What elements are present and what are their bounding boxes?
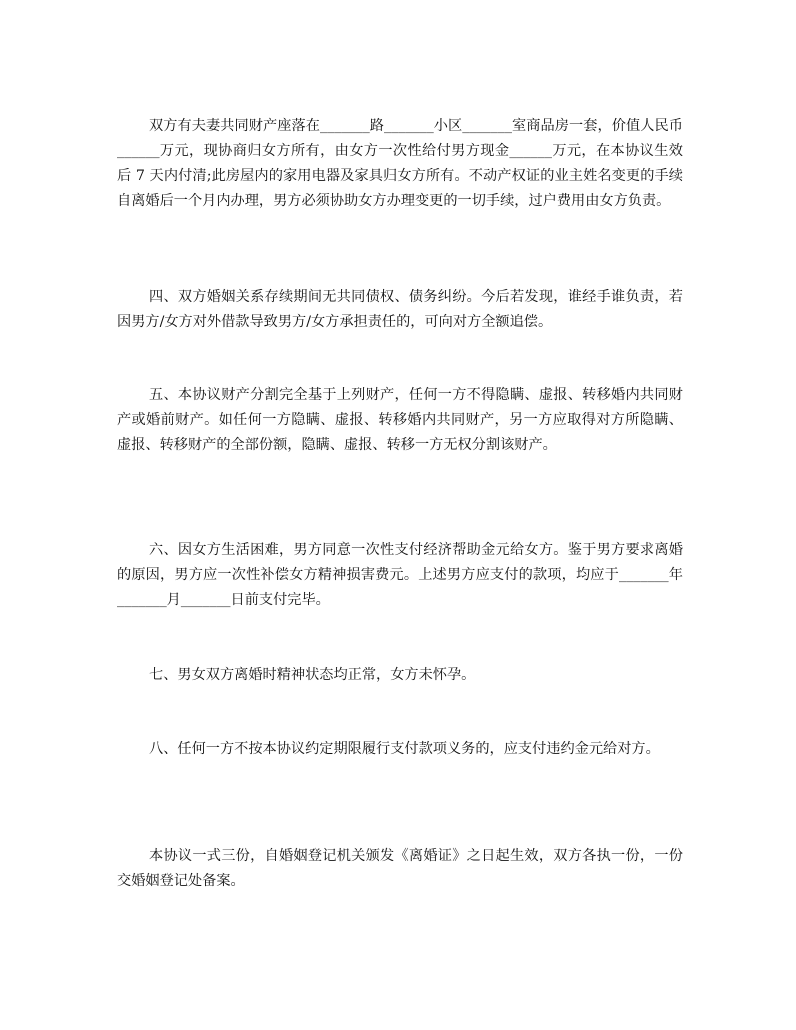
paragraph-clause-6-financial-aid: 六、因女方生活困难，男方同意一次性支付经济帮助金元给女方。鉴于男方要求离婚的原因，男方应一次性补偿女方精神损害费元。上述男方应支付的款项，均应于_______年_______月_______日前支付完毕。 [117,542,683,608]
paragraph-clause-5-property-division: 五、本协议财产分割完全基于上列财产，任何一方不得隐瞒、虚报、转移婚内共同财产或婚前财产。如任何一方隐瞒、虚报、转移婚内共同财产，另一方应取得对方所隐瞒、虚报、转移财产的全部份额，隐瞒、虚报、转移一方无权分割该财产。 [117,387,683,453]
paragraph-property-house: 双方有夫妻共同财产座落在_______路_______小区_______室商品房一套，价值人民币______万元，现协商归女方所有，由女方一次性给付男方现金______万元，在本协议生效后 7 天内付清;此房屋内的家用电器及家具归女方所有。不动产权证的业主姓名变更的手续自离婚后一个月内办理，男方必须协助女方办理变更的一切手续，过户费用由女方负责。 [117,118,683,209]
paragraph-clause-8-penalty: 八、任何一方不按本协议约定期限履行支付款项义务的，应支付违约金元给对方。 [149,741,660,757]
paragraph-clause-7-mental-state: 七、男女双方离婚时精神状态均正常，女方未怀孕。 [149,667,476,683]
paragraph-copies-effective: 本协议一式三份，自婚姻登记机关颁发《离婚证》之日起生效，双方各执一份，一份交婚姻登记处备案。 [117,848,683,889]
paragraph-clause-4-debts: 四、双方婚姻关系存续期间无共同债权、债务纠纷。今后若发现，谁经手谁负责，若因男方/女方对外借款导致男方/女方承担责任的，可向对方全额追偿。 [117,289,683,330]
